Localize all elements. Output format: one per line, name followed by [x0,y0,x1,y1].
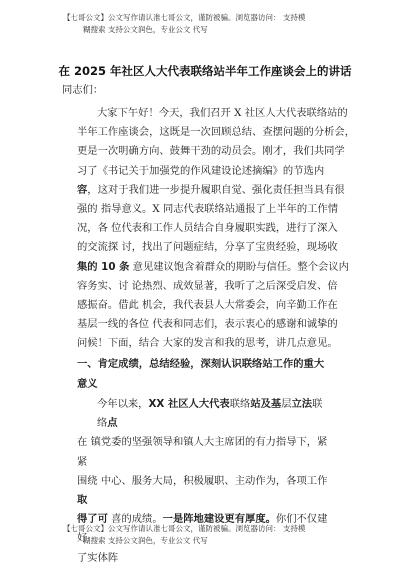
text-span: 今年以来， [97,398,149,410]
text-line: 问候！下面，结合 大家的发言和我的思考，讲几点意见。 [77,337,338,350]
paragraph-intro [77,104,356,354]
text-span: ，这对于我们进一步提升履职自觉、强化责任担当具有很 [87,183,345,196]
text-line: 在 镇党委的坚强领导和镇人大主席团的有力指导下，紧紧 [77,436,328,468]
text-line [77,472,331,510]
text-span: 喜的成绩。 [107,513,163,526]
bold-text: 集的 10 条 [77,260,130,273]
text-line: 习了《书记关于加强党的作风建设论述摘编》的节选内 [77,164,325,177]
text-line [77,395,331,433]
text-span: 联络 [229,398,251,410]
text-line: 况，各 位代表和工作人员结合自身履职实践，进行了深入 [77,222,338,235]
text-line: 半年工作座谈会，这既是一次回顾总结、查摆问题的分析会， [77,126,356,139]
page-header [63,12,363,36]
text-span: 你们不仅建好 [77,513,328,545]
text-span: 联络 [97,398,323,430]
bold-text: 容 [77,183,88,196]
bold-text: 点 [107,417,118,430]
text-line: 的交流探 讨，找出了问题症结，分享了宝贵经验，现场收 [77,241,338,254]
text-line: 基层一线的各位 代表和同志们，表示衷心的感谢和诚挚的 [77,318,338,331]
text-line: 了实体阵 [77,551,119,564]
bold-text: 取 [77,494,88,507]
text-span: 意见建议饱含着群众的期盼与信任。整个会议内 [129,260,349,273]
footer-line-1: 【七哥公文】公文写作请认准七哥公文，谨防被骗。浏览器访问： 支持模 [63,524,306,533]
page-footer [63,523,363,547]
text-line: 大家下午好！今天，我们召开 X 社区人大代表联络站的 [97,107,348,119]
text-line: 感振奋。借此 机会，我代表县人大常委会，向辛勤工作在 [77,299,338,312]
text-span: 围绕 中心、服务大局，积极履职、主动作为，各项工作 [77,474,328,487]
text-line: 容务实、讨 论热烈、成效显著，我听了之后深受启发、倍 [77,279,338,292]
bold-text: 立法 [291,398,313,410]
bold-text: 站及基 [250,398,282,410]
bold-text: XX 社区人大代表 [148,398,230,410]
header-line-1: 【七哥公文】公文写作请认准七哥公文，谨防被骗。浏览器访问： 支持模 [63,13,306,22]
text-line [77,181,345,200]
text-line: 强的 指导意义。X 同志代表联络站通报了上半年的工作情 [77,203,339,216]
text-line: 更是一次明确方向、鼓舞干劲的动员会。刚才，我们共同学 [77,145,345,158]
text-line [77,258,349,277]
bold-text: 得了可 [77,513,108,526]
section-heading-1 [77,354,337,394]
text-span: 层 [281,398,292,410]
header-line-2: 糊搜索 支持公文润色，专业公文 代写 [83,25,208,34]
section-heading-line: 意义 [77,378,98,390]
document-title: 在 2025 年社区人大代表联络站半年工作座谈会上的讲话 [58,64,352,78]
footer-line-2: 糊搜索 支持公文润色，专业公文 代写 [83,536,208,545]
section-heading-line: 一、肯定成绩，总结经验，深刻认识联络站工作的重大 [77,358,325,370]
greeting: 同志们： [62,84,104,96]
bold-text: 一是阵地建设更有厚度。 [162,513,276,526]
